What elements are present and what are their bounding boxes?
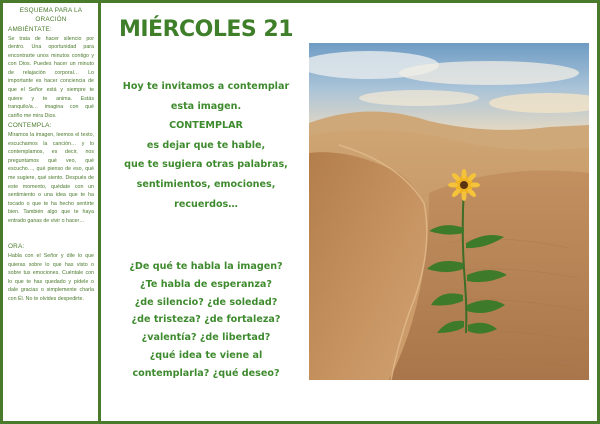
section-body: Miramos la imagen, leemos el texto, escuchamos la canción… y lo contemplamos, es decir, nos preguntamos qué veo, qué escucho…, qué pienso de eso, qué me sugiere, qué siento. Después de este momento, quédate con un sentimiento o una idea que te ha tocado o que te ha hecho sentirte bien. También algo que te haya entrado ganas de vivir o hacer…: [8, 131, 94, 224]
prayer-scheme-sidebar: [3, 3, 101, 421]
intro-line: esta imagen.: [170, 100, 242, 112]
intro-line: que te sugiera otras palabras,: [124, 159, 288, 171]
question-line: ¿De qué te habla la imagen?: [129, 261, 283, 272]
question-line: contemplarla? ¿qué deseo?: [132, 367, 280, 379]
intro-line: Hoy te invitamos a contemplar: [122, 81, 290, 92]
sidebar-title: ESQUEMA PARA LA ORACIÓN: [19, 7, 83, 23]
question-line: ¿de silencio? ¿de soledad?: [134, 296, 278, 308]
question-line: ¿de tristeza? ¿de fortaleza?: [131, 314, 281, 326]
intro-line: es dejar que te hable,: [146, 139, 266, 151]
section-ora: [8, 243, 94, 303]
section-heading: AMBIÉNTATE:: [8, 26, 52, 33]
section-heading: CONTEMPLA:: [8, 122, 52, 130]
desert-sunflower-photo: [309, 43, 589, 380]
question-line: ¿valentía? ¿de libertad?: [141, 332, 271, 344]
question-line: ¿Te habla de esperanza?: [140, 278, 272, 290]
section-heading: ORA:: [8, 243, 25, 251]
section-contempla: [8, 122, 94, 225]
section-body: Se trata de hacer silencio por dentro. Una oportunidad para encontrarte unos minutos contigo y con Dios. Puedes hacer un minuto de relajación corporal… Lo importante es hacer conciencia de que el Señor está y siempre te quiere y te anima. Estás tranquilo/a… imagina con qué cariño me mira Dios.: [8, 35, 94, 119]
section-ambientate: [8, 26, 94, 120]
intro-line: sentimientos, emociones,: [136, 178, 276, 190]
intro-text: [108, 77, 304, 214]
question-line: ¿qué idea te viene al: [149, 349, 263, 361]
page-title: MIÉRCOLES 21: [118, 17, 294, 42]
reflection-column: [104, 3, 308, 421]
section-body: Habla con el Señor y dile lo que quieras sobre lo que has visto o sobre tus emociones. Cuéntale con lo que te has quedado y pídele o dale gracias o simplemente charla con Él. No te olvides despedirte.: [8, 252, 94, 302]
questions-text: [108, 258, 304, 383]
intro-line: CONTEMPLAR: [169, 120, 243, 132]
intro-line: recuerdos…: [174, 198, 238, 210]
